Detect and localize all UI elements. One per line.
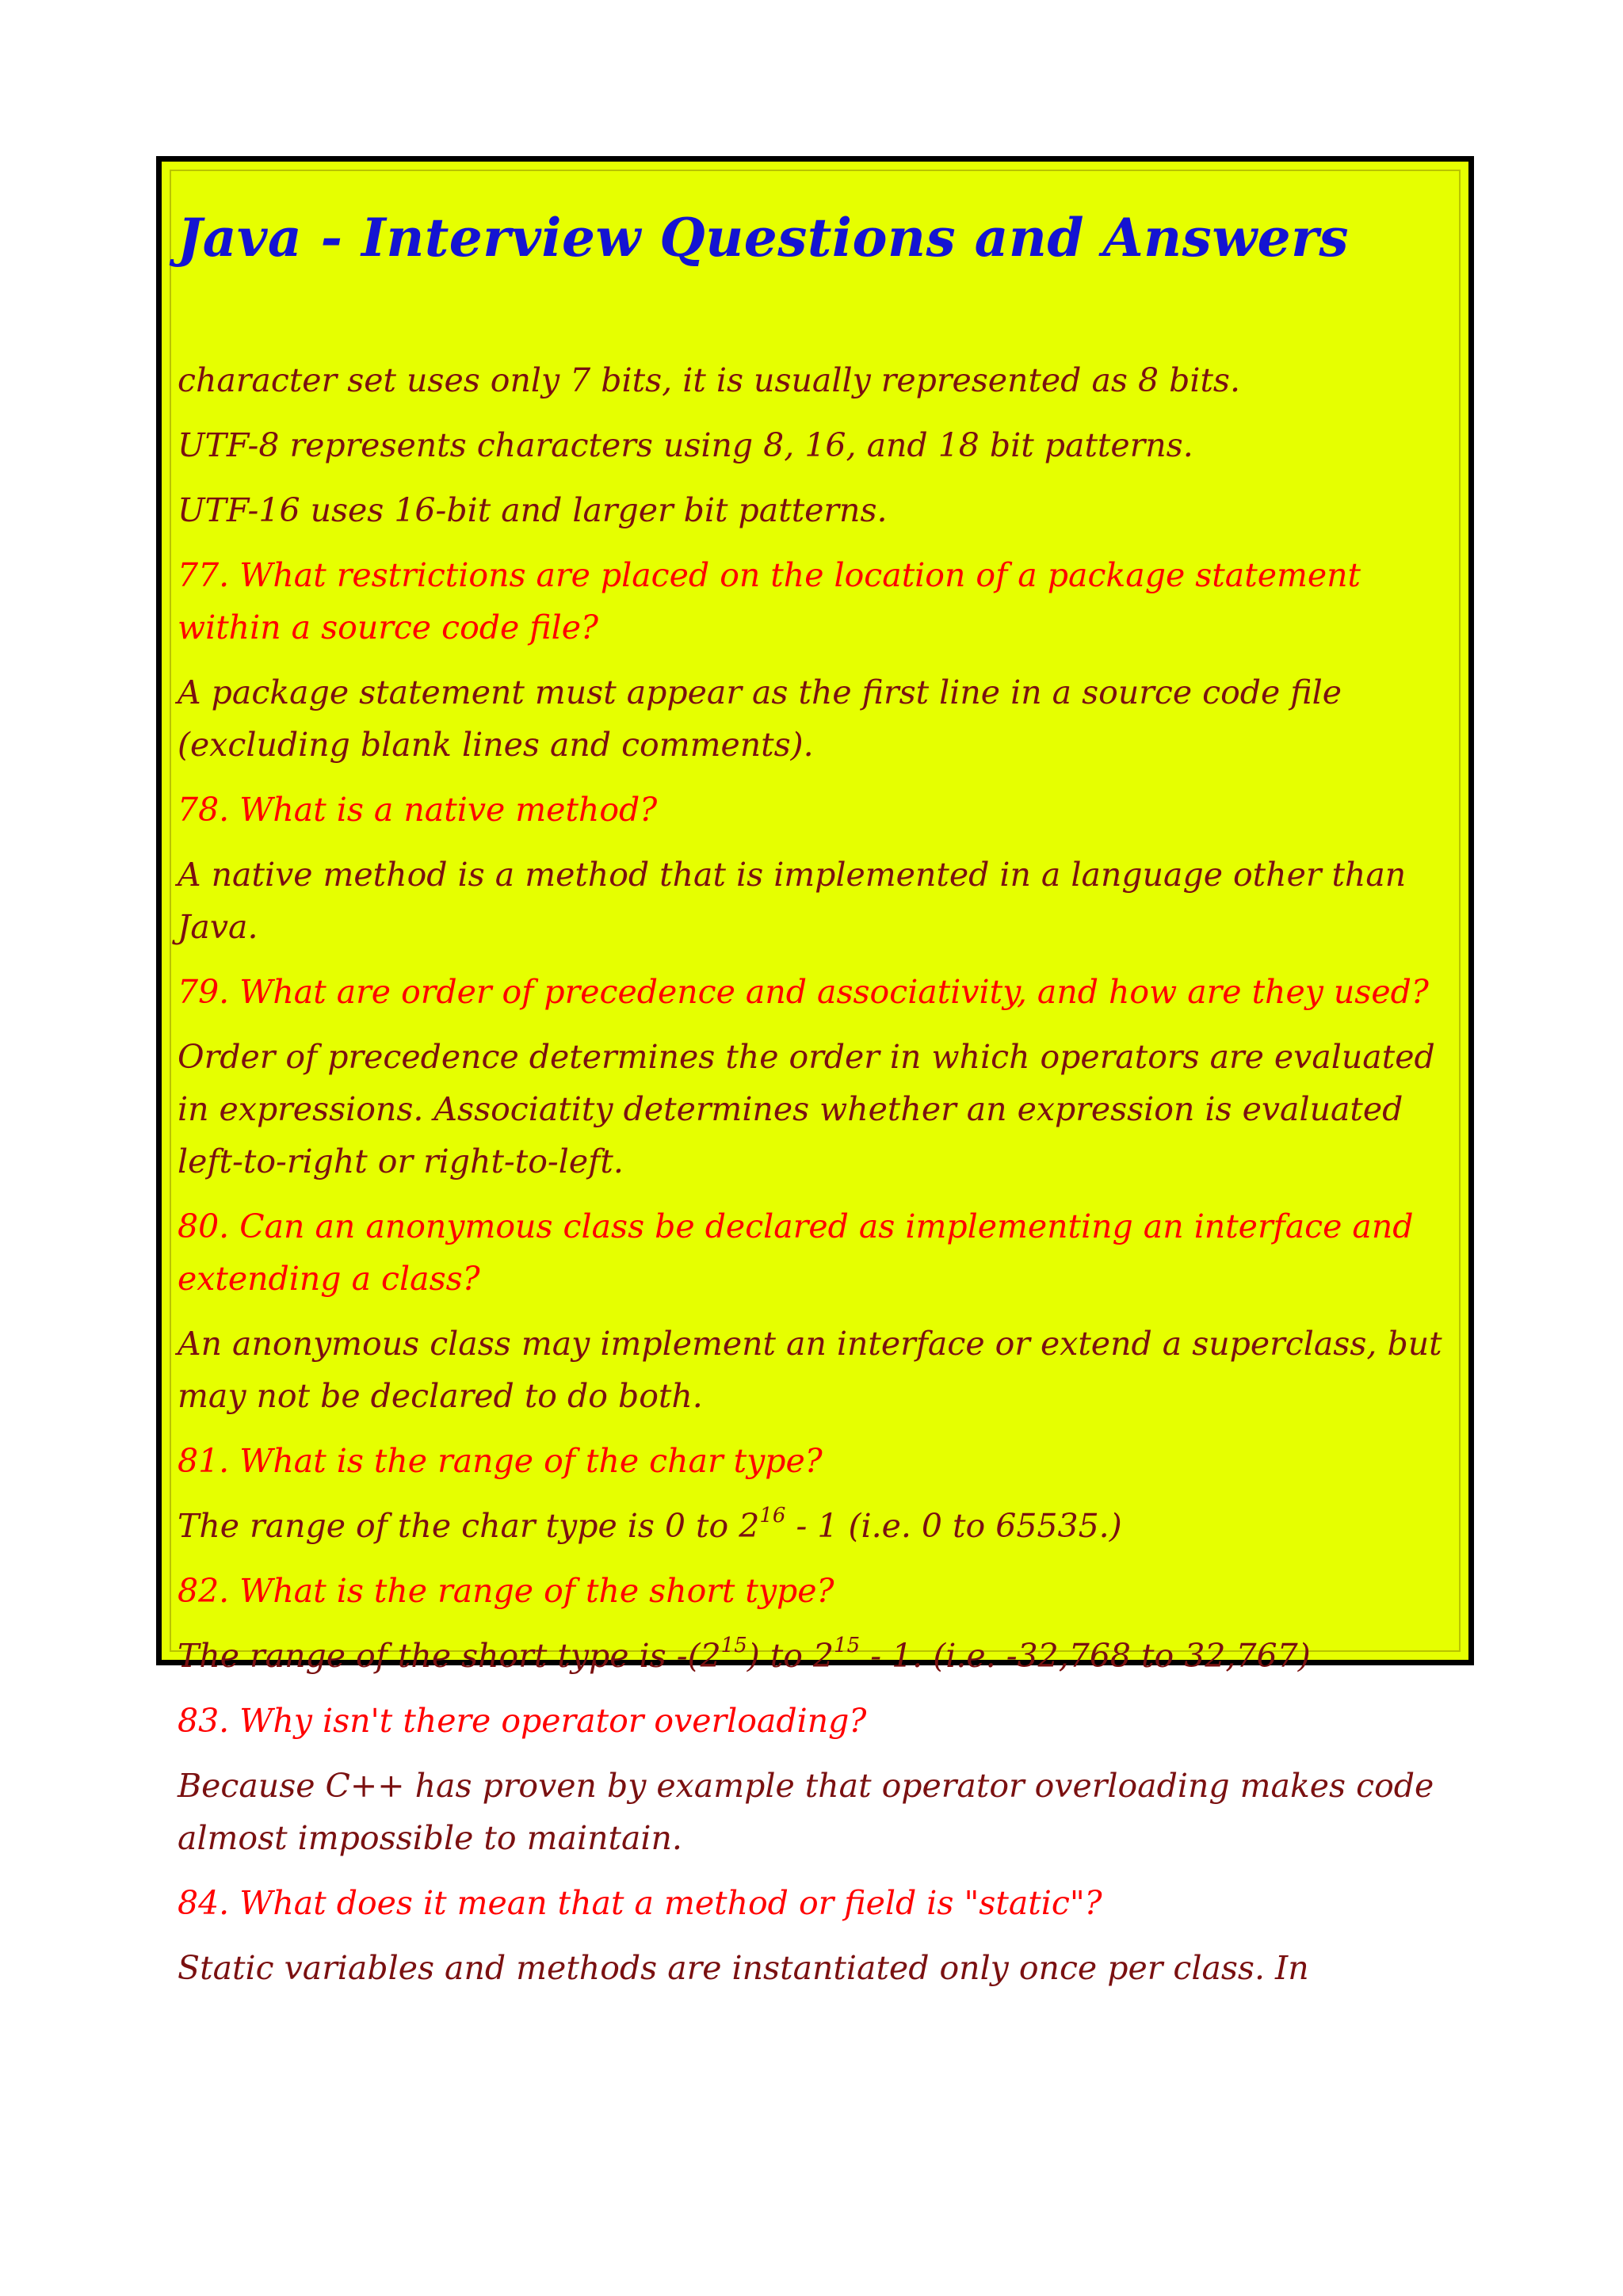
answer-84: Static variables and methods are instantiated only once per class. In [178,1948,1309,1987]
answer-81 [178,1500,1454,1552]
question-79: 79. What are order of precedence and associativity, and how are they used? [178,972,1429,1011]
question-78: 78. What is a native method? [178,790,658,829]
answer-81-post: - 1 (i.e. 0 to 65535.) [785,1506,1122,1545]
question-82: 82. What is the range of the short type? [178,1571,834,1610]
intro-line-3: UTF-16 uses 16-bit and larger bit patterns. [178,490,888,529]
document-content [178,209,1454,2007]
document-title: Java - Interview Questions and Answers [178,207,1350,269]
answer-82-pre: The range of the short type is -(2 [178,1636,721,1675]
question-83: 83. Why isn't there operator overloading? [178,1701,867,1740]
answer-80: An anonymous class may implement an interface or extend a superclass, but may not be declared to do both. [178,1324,1442,1415]
answer-79: Order of precedence determines the order in which operators are evaluated in expressions. Associatity determines whether an expression is evaluated left-to-right or right-to-left. [178,1037,1435,1180]
answer-82-post: - 1. (i.e. -32,768 to 32,767) [860,1636,1311,1675]
answer-81-pre: The range of the char type is 0 to 2 [178,1506,760,1545]
answer-77: A package statement must appear as the first line in a source code file (excluding blank lines and comments). [178,673,1342,764]
intro-line-2: UTF-8 represents characters using 8, 16, and 18 bit patterns. [178,425,1193,464]
answer-78: A native method is a method that is implemented in a language other than Java. [178,855,1407,946]
question-84: 84. What does it mean that a method or field is "static"? [178,1883,1102,1922]
question-80: 80. Can an anonymous class be declared as implementing an interface and extending a class? [178,1207,1414,1298]
answer-82-exponent-1: 15 [720,1633,747,1657]
question-81: 81. What is the range of the char type? [178,1441,823,1480]
answer-81-exponent: 16 [759,1503,786,1527]
answer-82-exponent-2: 15 [834,1633,861,1657]
intro-line-1: character set uses only 7 bits, it is usually represented as 8 bits. [178,360,1241,399]
answer-82-mid: ) to 2 [747,1636,834,1675]
answer-83: Because C++ has proven by example that operator overloading makes code almost impossible to maintain. [178,1766,1434,1857]
page-frame [156,156,1474,1987]
question-77: 77. What restrictions are placed on the location of a package statement within a source code file? [178,555,1361,646]
answer-82 [178,1630,1454,1682]
